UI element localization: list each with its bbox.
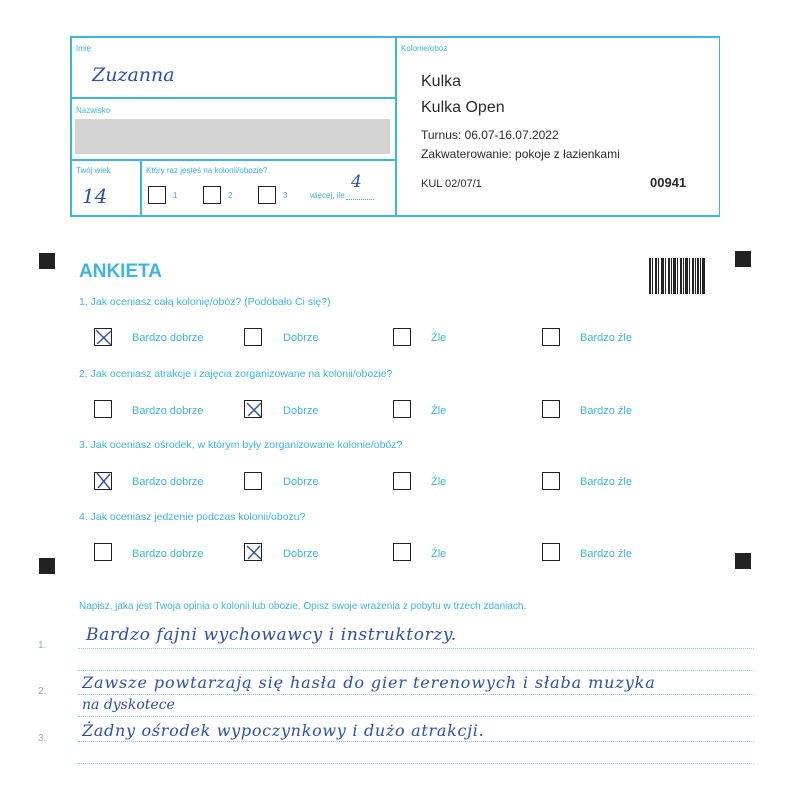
- question-1-text: 1. Jak oceniasz całą kolonię/obóz? (Podobało Ci się?): [79, 296, 331, 308]
- q3-checkbox-very-good[interactable]: [94, 472, 112, 490]
- q1-option-bad: Źle: [431, 332, 447, 344]
- q1-option-very-bad: Bardzo źle: [580, 332, 632, 344]
- barcode-icon: [649, 258, 705, 294]
- q2-checkbox-good[interactable]: [244, 400, 262, 418]
- opinion-line-2: [78, 694, 754, 695]
- survey-title: ANKIETA: [79, 261, 163, 282]
- opinion-line-1b: [78, 670, 754, 671]
- opinion-number-1: 1.: [38, 640, 47, 651]
- q2-checkbox-very-bad[interactable]: [542, 400, 560, 418]
- q2-option-very-bad: Bardzo źle: [580, 405, 632, 417]
- q3-option-very-bad: Bardzo źle: [580, 476, 632, 488]
- form-number: 00941: [650, 175, 687, 190]
- q4-checkbox-very-bad[interactable]: [542, 543, 560, 561]
- q2-option-very-good: Bardzo dobrze: [132, 405, 204, 417]
- opinion-line-1: [78, 648, 754, 649]
- opinion-number-2: 2.: [38, 686, 47, 697]
- check-x-icon: [243, 541, 265, 563]
- age-label: Twój wiek: [76, 166, 111, 175]
- registration-mark-top-right: [735, 251, 751, 267]
- check-x-icon: [93, 326, 115, 348]
- times-checkbox-3[interactable]: [258, 186, 276, 204]
- q2-checkbox-bad[interactable]: [393, 400, 411, 418]
- q4-checkbox-very-good[interactable]: [94, 543, 112, 561]
- name-value[interactable]: Zuzanna: [92, 64, 175, 86]
- opinion-line-3b: [78, 763, 754, 764]
- opinion-text-2-continued[interactable]: na dyskotece: [82, 697, 175, 713]
- opinion-text-1[interactable]: Bardzo fajni wychowawcy i instruktorzy.: [86, 625, 457, 645]
- surname-label: Nazwisko: [76, 106, 111, 115]
- q4-option-very-bad: Bardzo źle: [580, 548, 632, 560]
- accommodation-text: Zakwaterowanie: pokoje z łazienkami: [421, 147, 620, 161]
- times-option-1: 1: [173, 191, 178, 200]
- q4-option-very-good: Bardzo dobrze: [132, 548, 204, 560]
- age-value[interactable]: 14: [82, 184, 108, 208]
- q2-option-bad: Źle: [431, 405, 447, 417]
- more-label: więcej, ile: [310, 191, 345, 200]
- opinion-text-2[interactable]: Zawsze powtarzają się hasła do gier terenowych i słaba muzyka: [82, 673, 656, 692]
- opinion-prompt: Napisz, jaka jest Twoja opinia o kolonii lub obozie. Opisz swoje wrażenia z pobytu w trzech zdaniach.: [79, 601, 527, 612]
- q2-checkbox-very-good[interactable]: [94, 400, 112, 418]
- q1-checkbox-bad[interactable]: [393, 328, 411, 346]
- opinion-text-3[interactable]: Żadny ośrodek wypoczynkowy i dużo atrakcji.: [82, 721, 485, 740]
- camp-name: Kulka: [421, 73, 462, 90]
- registration-mark-bottom-right: [735, 553, 751, 569]
- times-label: Który raz jesteś na kolonii/obozie?: [146, 166, 268, 175]
- registration-mark-bottom-left: [39, 558, 55, 574]
- times-option-3: 3: [283, 191, 288, 200]
- q3-option-very-good: Bardzo dobrze: [132, 476, 204, 488]
- q4-checkbox-good[interactable]: [244, 543, 262, 561]
- q1-checkbox-good[interactable]: [244, 328, 262, 346]
- code-text: KUL 02/07/1: [421, 178, 482, 190]
- question-3-text: 3. Jak oceniasz ośrodek, w którym były zorganizowane kolonie/obóz?: [79, 439, 403, 451]
- q1-option-good: Dobrze: [283, 332, 319, 344]
- q3-checkbox-bad[interactable]: [393, 472, 411, 490]
- times-checkbox-2[interactable]: [203, 186, 221, 204]
- check-x-icon: [243, 398, 265, 420]
- q2-option-good: Dobrze: [283, 405, 319, 417]
- opinion-number-3: 3.: [38, 733, 47, 744]
- times-option-2: 2: [228, 191, 233, 200]
- q4-option-good: Dobrze: [283, 548, 319, 560]
- q1-checkbox-very-bad[interactable]: [542, 328, 560, 346]
- q4-option-bad: Źle: [431, 548, 447, 560]
- times-checkbox-1[interactable]: [148, 186, 166, 204]
- q3-checkbox-good[interactable]: [244, 472, 262, 490]
- q3-option-bad: Źle: [431, 476, 447, 488]
- more-value[interactable]: 4: [351, 172, 362, 192]
- q4-checkbox-bad[interactable]: [393, 543, 411, 561]
- opinion-line-2b: [78, 716, 754, 717]
- question-2-text: 2. Jak oceniasz atrakcje i zajęcia zorganizowane na kolonii/obozie?: [79, 368, 393, 380]
- term-text: Turnus: 06.07-16.07.2022: [421, 128, 559, 142]
- q3-option-good: Dobrze: [283, 476, 319, 488]
- camp-label: Kolonie/obóz: [401, 44, 448, 53]
- surname-redacted: [75, 119, 390, 154]
- registration-mark-top-left: [39, 253, 55, 269]
- q1-checkbox-very-good[interactable]: [94, 328, 112, 346]
- check-x-icon: [93, 470, 115, 492]
- opinion-line-3: [78, 741, 754, 742]
- name-label: Imię: [76, 44, 92, 53]
- question-4-text: 4. Jak oceniasz jedzenie podczas kolonii/obozu?: [79, 511, 306, 523]
- more-dotted-line: [346, 199, 374, 200]
- q3-checkbox-very-bad[interactable]: [542, 472, 560, 490]
- q1-option-very-good: Bardzo dobrze: [132, 332, 204, 344]
- camp-subname: Kulka Open: [421, 99, 505, 116]
